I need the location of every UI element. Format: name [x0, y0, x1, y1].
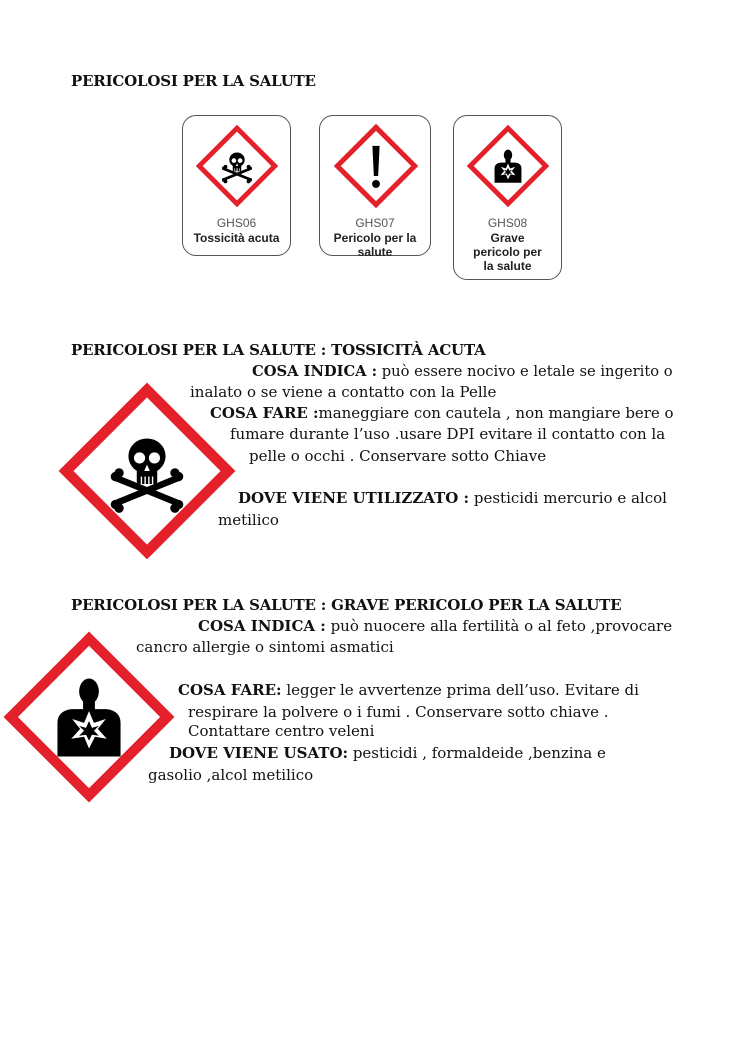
cosa-fare-text: legger le avvertenze prima dell’uso. Evitare di: [281, 681, 639, 699]
card-code: GHS06: [216, 216, 257, 230]
dove-label: DOVE VIENE UTILIZZATO :: [238, 489, 470, 507]
cosa-fare-line: pelle o occhi . Conservare sotto Chiave: [249, 447, 547, 465]
dove-line: metilico: [218, 511, 279, 529]
cosa-fare-line: [178, 681, 639, 699]
section3-heading: PERICOLOSI PER LA SALUTE : GRAVE PERICOLO PER LA SALUTE: [71, 596, 622, 614]
cosa-indica-label: COSA INDICA :: [252, 362, 378, 380]
card-code: GHS08: [487, 216, 528, 230]
dove-label: DOVE VIENE USATO:: [169, 744, 349, 762]
card-name: Grave pericolo per la salute: [473, 231, 542, 273]
card-code: GHS07: [355, 216, 395, 230]
cosa-indica-label: COSA INDICA :: [198, 617, 326, 635]
dove-text: pesticidi mercurio e alcol: [469, 489, 667, 507]
ghs07-card: [319, 115, 431, 259]
ghs06-card: [182, 115, 291, 256]
cosa-fare-line: fumare durante l’uso .usare DPI evitare il contatto con la: [230, 425, 666, 443]
cosa-fare-line: Contattare centro veleni: [188, 722, 375, 740]
card-name: Pericolo per la salute: [333, 231, 417, 259]
exclamation-mark-icon: [333, 123, 419, 209]
health-hazard-icon: [466, 124, 550, 208]
dove-line: [238, 489, 667, 507]
cosa-fare-label: COSA FARE :: [210, 404, 319, 422]
cosa-fare-label: COSA FARE:: [178, 681, 282, 699]
section1-heading: PERICOLOSI PER LA SALUTE: [71, 72, 316, 90]
cosa-indica-line: cancro allergie o sintomi asmatici: [136, 638, 394, 656]
dove-line: [169, 744, 606, 762]
cosa-indica-line: inalato o se viene a contatto con la Pelle: [190, 383, 497, 401]
cosa-fare-text: maneggiare con cautela , non mangiare bere o: [318, 404, 674, 422]
dove-text: pesticidi , formaldeide ,benzina e: [348, 744, 606, 762]
section2-heading: PERICOLOSI PER LA SALUTE : TOSSICITÀ ACUTA: [71, 341, 486, 359]
ghs08-card: [453, 115, 562, 280]
card-name: Tossicità acuta: [193, 231, 280, 245]
skull-crossbones-icon: [195, 124, 279, 208]
cosa-indica-text: può nuocere alla fertilità o al feto ,provocare: [325, 617, 673, 635]
cosa-indica-text: può essere nocivo e letale se ingerito o: [377, 362, 673, 380]
cosa-fare-line: respirare la polvere o i fumi . Conservare sotto chiave .: [188, 703, 609, 721]
cosa-indica-line: [252, 362, 673, 380]
dove-line: gasolio ,alcol metilico: [148, 766, 314, 784]
cosa-fare-line: [210, 404, 674, 422]
cosa-indica-line: [198, 617, 672, 635]
